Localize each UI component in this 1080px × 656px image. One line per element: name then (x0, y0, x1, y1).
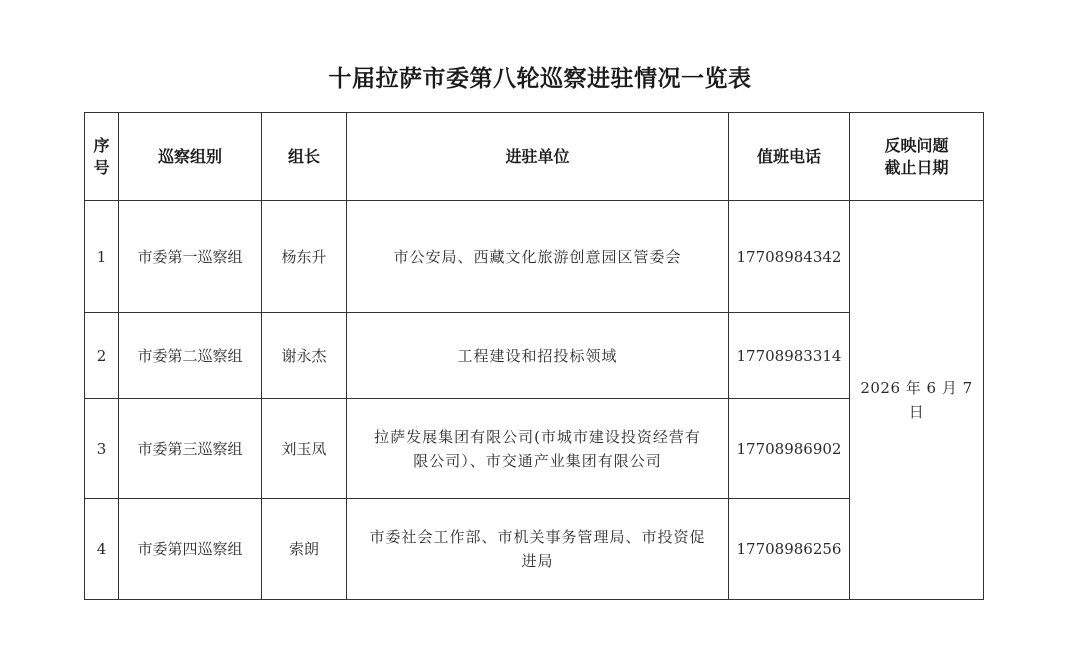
row-leader: 刘玉凤 (262, 399, 347, 499)
inspection-table (84, 112, 984, 600)
document-title: 十届拉萨市委第八轮巡察进驻情况一览表 (328, 65, 752, 92)
row-group: 市委第三巡察组 (119, 399, 262, 499)
deadline-cell: 2026 年 6 月 7 日 (850, 201, 984, 600)
header-phone: 值班电话 (729, 113, 850, 201)
table-row (85, 499, 984, 600)
row-phone: 17708986256 (729, 499, 850, 600)
header-leader: 组长 (262, 113, 347, 201)
row-unit: 市委社会工作部、市机关事务管理局、市投资促 进局 (347, 499, 729, 600)
row-phone: 17708986902 (729, 399, 850, 499)
row-phone: 17708983314 (729, 313, 850, 399)
table-row (85, 313, 984, 399)
row-leader: 索朗 (262, 499, 347, 600)
row-no: 4 (85, 499, 119, 600)
row-unit: 工程建设和招投标领域 (347, 313, 729, 399)
header-no: 序 号 (85, 113, 119, 201)
header-unit: 进驻单位 (347, 113, 729, 201)
row-unit: 拉萨发展集团有限公司(市城市建设投资经营有 限公司）、市交通产业集团有限公司 (347, 399, 729, 499)
row-unit: 市公安局、西藏文化旅游创意园区管委会 (347, 201, 729, 313)
row-group: 市委第一巡察组 (119, 201, 262, 313)
row-leader: 杨东升 (262, 201, 347, 313)
row-no: 2 (85, 313, 119, 399)
table-row (85, 201, 984, 313)
header-row (85, 113, 984, 201)
header-group: 巡察组别 (119, 113, 262, 201)
row-group: 市委第四巡察组 (119, 499, 262, 600)
row-no: 3 (85, 399, 119, 499)
table-row (85, 399, 984, 499)
row-group: 市委第二巡察组 (119, 313, 262, 399)
row-no: 1 (85, 201, 119, 313)
header-deadline: 反映问题 截止日期 (850, 113, 984, 201)
row-phone: 17708984342 (729, 201, 850, 313)
row-leader: 谢永杰 (262, 313, 347, 399)
